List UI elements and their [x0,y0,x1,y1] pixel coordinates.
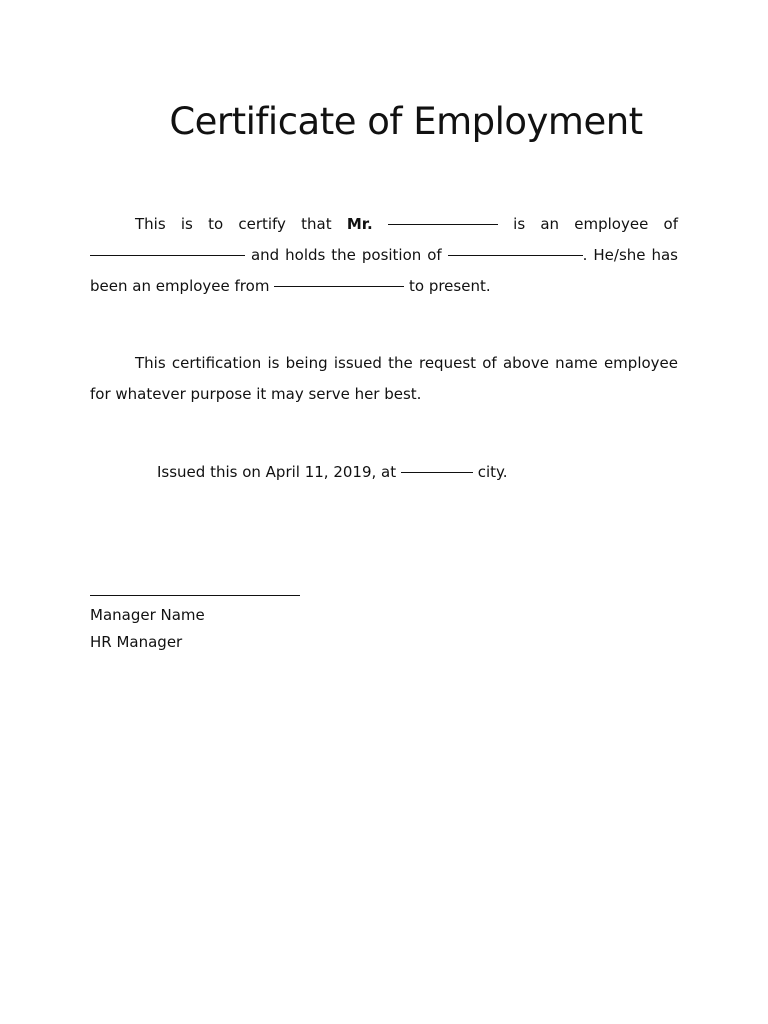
to-present-text: to present. [409,277,491,295]
certification-paragraph [90,209,678,302]
city-blank [401,471,473,473]
city-text: city. [477,463,508,481]
signature-line [90,595,300,596]
purpose-text: This certification is being issued the request of above name employee for whatever purpose it may serve her best. [90,354,678,403]
company-name-blank [90,254,245,256]
employee-from-text: . He/she has been an employee from [90,246,678,295]
position-text: and holds the position of [250,246,442,264]
manager-name: Manager Name [90,606,205,624]
honorific-text: Mr. [346,215,373,233]
employee-name-blank [388,223,498,225]
start-date-blank [274,285,404,287]
position-blank [448,254,583,256]
employee-of-text: is an employee of [513,215,678,233]
manager-title: HR Manager [90,633,183,651]
issued-line [157,457,508,488]
purpose-paragraph [90,348,678,410]
certify-text: This is to certify that [135,215,332,233]
document-title: Certificate of Employment [169,100,643,143]
issued-date-text: Issued this on April 11, 2019, at [157,463,397,481]
